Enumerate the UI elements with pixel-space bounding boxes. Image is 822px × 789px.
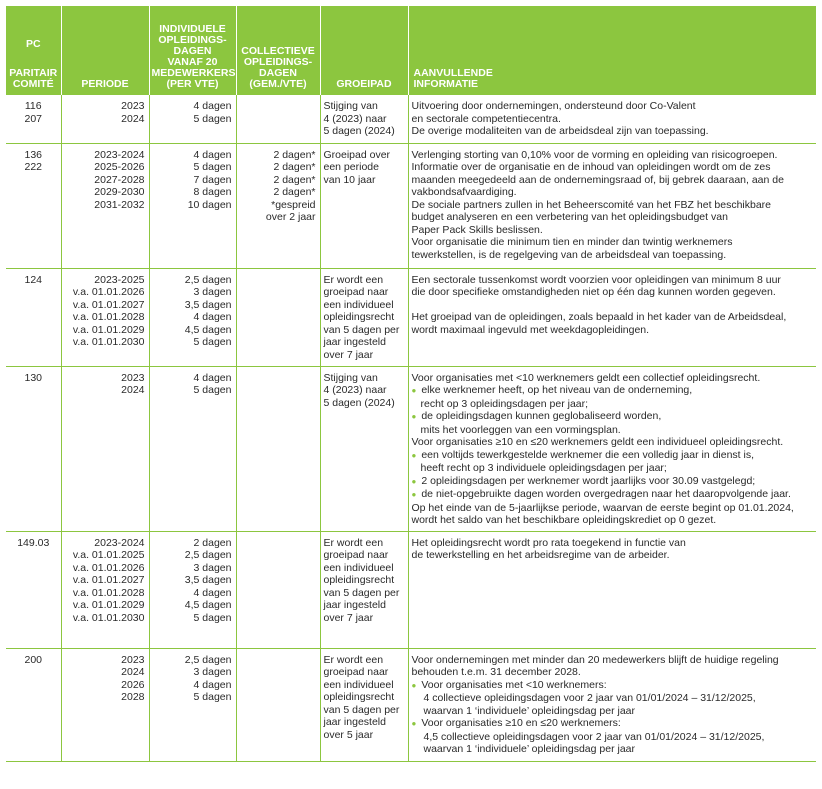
info-line: heeft recht op 3 individuele opleidingsdagen per jaar; [420,462,667,474]
cell-periode: 2023-2024 2025-2026 2027-2028 2029-2030 2031-2032 [61,143,149,268]
info-line: Voor ondernemingen met minder dan 20 medewerkers blijft de huidige regeling [411,653,779,666]
info-line: Paper Pack Skills beslissen. [411,223,543,236]
table-row [6,95,816,143]
cell-info [408,366,816,531]
cell-groeipad: Er wordt een groeipad naar een individueel opleidingsrecht van 5 dagen per jaar ingesteld over 7 jaar [320,268,408,366]
cell-info [408,143,816,268]
table-header [6,6,816,95]
info-line: behouden t.e.m. 31 december 2028. [411,666,581,678]
header-individueel: INDIVIDUELE OPLEIDINGS- DAGEN VANAF 20 MEDEWERKERS (PER VTE) [149,6,236,95]
bullet-item: ● Voor organisaties met <10 werknemers: [411,678,607,691]
cell-groeipad: Groeipad over een periode van 10 jaar [320,143,408,268]
cell-collectief: 2 dagen* 2 dagen* 2 dagen* 2 dagen* *gespreid over 2 jaar [236,143,320,268]
info-line: Informatie over de organisatie en de inhoud van opleidingen wordt om de zes [411,161,771,173]
info-line: tewerkstellen, is de regelgeving van de arbeidsdeal van toepassing. [411,248,727,261]
cell-individueel: 2,5 dagen 3 dagen 3,5 dagen 4 dagen 4,5 dagen 5 dagen [149,268,236,366]
header-periode: PERIODE [61,6,149,95]
bullet-icon: ● [411,719,417,728]
info-line: recht op 3 opleidingsdagen per jaar; [420,397,589,410]
info-line: die door specifieke omstandigheden niet op één dag kunnen worden gegeven. [411,286,776,298]
header-collectief: COLLECTIEVE OPLEIDINGS- DAGEN (GEM./VTE) [236,6,320,95]
cell-pc: 130 [6,366,61,531]
cell-groeipad: Er wordt een groeipad naar een individueel opleidingsrecht van 5 dagen per jaar ingesteld over 5 jaar [320,648,408,761]
table-row [6,366,816,531]
info-line: wordt het saldo van het beschikbare opleidingskrediet op 0 gezet. [411,514,717,526]
info-line: Verlenging storting van 0,10% voor de vorming en opleiding van risicogroepen. [411,148,778,161]
cell-pc: 200 [6,648,61,761]
table-body [6,95,816,761]
cell-periode: 2023 2024 2026 2028 [61,648,149,761]
cell-info [408,95,816,143]
info-line: 4,5 collectieve opleidingsdagen voor 2 jaar van 01/01/2024 – 31/12/2025, [423,730,765,743]
info-line: budget analyseren en een verbetering van het opleidingsbudget van [411,211,728,223]
bullet-icon: ● [411,412,417,421]
info-line: maanden meegedeeld aan de ondernemingsraad of, bij gebrek daaraan, aan de [411,173,784,186]
info-line: Voor organisaties met <10 werknemers geldt een collectief opleidingsrecht. [411,371,761,384]
cell-groeipad: Stijging van 4 (2023) naar 5 dagen (2024) [320,95,408,143]
info-line: Het groeipad van de opleidingen, zoals bepaald in het kader van de Arbeidsdeal, [411,311,787,323]
cell-individueel: 4 dagen 5 dagen 7 dagen 8 dagen 10 dagen [149,143,236,268]
cell-periode: 2023 2024 [61,366,149,531]
header-pc: PC PARITAIR COMITÉ [6,6,61,95]
table-row [6,143,816,268]
cell-collectief [236,268,320,366]
cell-periode: 2023-2024 v.a. 01.01.2025 v.a. 01.01.2026 v.a. 01.01.2027 v.a. 01.01.2028 v.a. 01.01.2029 v.a. 01.01.2030 [61,531,149,648]
cell-info [408,268,816,366]
header-pc-top: PC [25,38,41,50]
bullet-item: ● de opleidingsdagen kunnen geglobaliseerd worden, [411,410,662,422]
info-line: 4 collectieve opleidingsdagen voor 2 jaar van 01/01/2024 – 31/12/2025, [423,692,756,704]
bullet-icon: ● [411,490,417,499]
cell-groeipad: Stijging van 4 (2023) naar 5 dagen (2024) [320,366,408,531]
cell-periode: 2023-2025 v.a. 01.01.2026 v.a. 01.01.2027 v.a. 01.01.2028 v.a. 01.01.2029 v.a. 01.01.2030 [61,268,149,366]
bullet-icon: ● [411,680,417,690]
cell-individueel: 2 dagen 2,5 dagen 3 dagen 3,5 dagen 4 dagen 4,5 dagen 5 dagen [149,531,236,648]
bullet-item: ● elke werknemer heeft, op het niveau van de onderneming, [411,384,693,396]
cell-periode: 2023 2024 [61,95,149,143]
info-line: Voor organisaties ≥10 en ≤20 werknemers geldt een individueel opleidingsrecht. [411,436,784,448]
cell-collectief [236,531,320,648]
header-groeipad: GROEIPAD [320,6,408,95]
bullet-icon: ● [411,476,417,486]
cell-collectief [236,648,320,761]
header-info: AANVULLENDE INFORMATIE [408,6,816,95]
info-line: vakbondsafvaardiging. [411,186,517,198]
cell-individueel: 4 dagen 5 dagen [149,366,236,531]
info-line: Het opleidingsrecht wordt pro rata toegekend in functie van [411,536,686,549]
table-row [6,648,816,761]
info-line: en sectorale competentiecentra. [411,112,561,125]
info-line: de tewerkstelling en het arbeidsregime van de arbeider. [411,549,670,561]
info-line: De overige modaliteiten van de arbeidsdeal zijn van toepassing. [411,125,709,137]
info-line: waarvan 1 ‘individuele’ opleidingsdag per jaar [423,704,635,717]
info-line: waarvan 1 ‘individuele’ opleidingsdag per jaar [423,743,635,755]
bullet-item: ● de niet-opgebruikte dagen worden overgedragen naar het daaropvolgende jaar. [411,488,791,500]
cell-individueel: 2,5 dagen 3 dagen 4 dagen 5 dagen [149,648,236,761]
bullet-item: ● Voor organisaties ≥10 en ≤20 werknemers: [411,717,621,729]
bullet-item: ● een voltijds tewerkgestelde werknemer die een volledig jaar in dienst is, [411,448,755,461]
cell-info [408,531,816,648]
info-line: De sociale partners zullen in het Beheerscomité van het FBZ het beschikbare [411,198,772,211]
table-row [6,268,816,366]
training-days-table [6,6,816,762]
bullet-icon: ● [411,386,417,395]
info-line: mits het voorleggen van een vormingsplan. [420,423,621,436]
cell-collectief [236,366,320,531]
info-line: wordt maximaal ingevuld met weekdagopleidingen. [411,323,650,336]
info-line: Voor organisatie die minimum tien en minder dan twintig werknemers [411,236,733,248]
cell-collectief [236,95,320,143]
info-line: Uitvoering door ondernemingen, ondersteund door Co-Valent [411,100,696,112]
info-line: Een sectorale tussenkomst wordt voorzien voor opleidingen van minimum 8 uur [411,273,781,286]
cell-individueel: 4 dagen 5 dagen [149,95,236,143]
cell-pc: 116 207 [6,95,61,143]
bullet-item: ● 2 opleidingsdagen per werknemer wordt jaarlijks voor 30.09 vastgelegd; [411,474,756,487]
cell-info [408,648,816,761]
cell-pc: 136 222 [6,143,61,268]
bullet-icon: ● [411,450,417,460]
info-line: Op het einde van de 5-jaarlijkse periode, waarvan de eerste begint op 01.01.2024, [411,501,794,514]
cell-pc: 124 [6,268,61,366]
table-row [6,531,816,648]
cell-pc: 149.03 [6,531,61,648]
cell-groeipad: Er wordt een groeipad naar een individueel opleidingsrecht van 5 dagen per jaar ingesteld over 7 jaar [320,531,408,648]
